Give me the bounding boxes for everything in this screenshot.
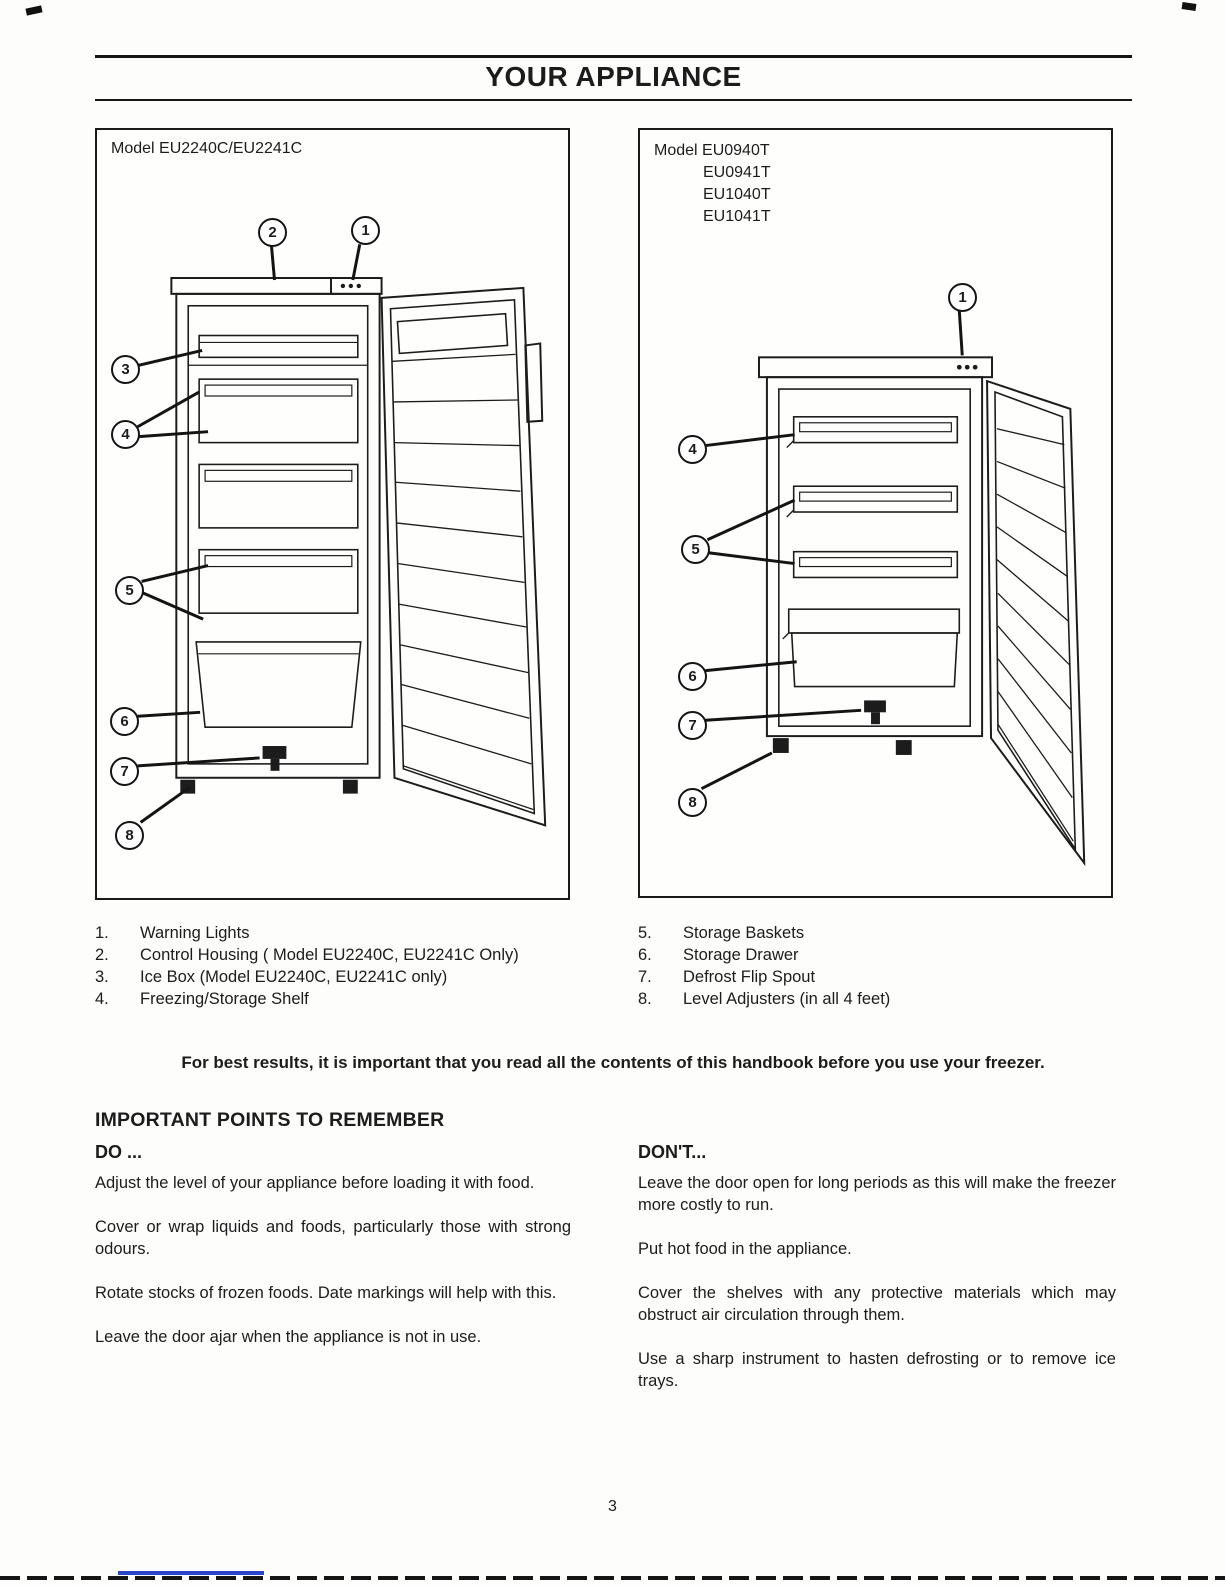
do-column bbox=[95, 1142, 571, 1370]
part-label: Freezing/Storage Shelf bbox=[140, 990, 309, 1008]
dont-item: Cover the shelves with any protective materials which may obstruct air circulation through them. bbox=[638, 1284, 1116, 1324]
callout-badge-6: 6 bbox=[678, 662, 707, 691]
callout-badge-3: 3 bbox=[111, 355, 140, 384]
model-line: Model EU0940T bbox=[654, 142, 770, 159]
part-item bbox=[638, 988, 1168, 1010]
do-item: Cover or wrap liquids and foods, particularly those with strong odours. bbox=[95, 1218, 571, 1258]
callout-badge-7: 7 bbox=[678, 711, 707, 740]
part-item bbox=[638, 944, 1168, 966]
part-number: 1. bbox=[95, 924, 109, 942]
scan-artifact bbox=[25, 5, 42, 15]
part-item bbox=[95, 944, 625, 966]
part-number: 5. bbox=[638, 924, 652, 942]
do-item: Leave the door ajar when the appliance is not in use. bbox=[95, 1328, 482, 1346]
callout-badge-1: 1 bbox=[351, 216, 380, 245]
callout-badge-5: 5 bbox=[681, 535, 710, 564]
part-label: Control Housing ( Model EU2240C, EU2241C Only) bbox=[140, 946, 519, 964]
callout-leader-lines bbox=[701, 311, 962, 789]
callout-badge-5: 5 bbox=[115, 576, 144, 605]
dont-item: Leave the door open for long periods as this will make the freezer more costly to run. bbox=[638, 1174, 1116, 1214]
do-item: Adjust the level of your appliance before loading it with food. bbox=[95, 1174, 535, 1192]
callout-badge-7: 7 bbox=[110, 757, 139, 786]
part-label: Defrost Flip Spout bbox=[683, 968, 816, 986]
part-number: 7. bbox=[638, 968, 652, 986]
model-line: EU0941T bbox=[703, 164, 771, 181]
door-drawing bbox=[987, 381, 1084, 863]
dont-item: Put hot food in the appliance. bbox=[638, 1240, 852, 1258]
part-number: 2. bbox=[95, 946, 109, 964]
callout-badge-2: 2 bbox=[258, 218, 287, 247]
part-item bbox=[638, 922, 1168, 944]
upright-freezer-diagram bbox=[97, 130, 568, 898]
best-results-notice: For best results, it is important that you read all the contents of this handbook before you use your freezer. bbox=[181, 1053, 1045, 1072]
title-rule-top bbox=[95, 55, 1132, 58]
figure-upright-freezer bbox=[95, 128, 570, 900]
part-label: Storage Baskets bbox=[683, 924, 805, 942]
part-item bbox=[95, 988, 625, 1010]
callout-leader-lines bbox=[138, 244, 360, 822]
callout-badge-8: 8 bbox=[115, 821, 144, 850]
part-label: Ice Box (Model EU2240C, EU2241C only) bbox=[140, 968, 448, 986]
part-label: Storage Drawer bbox=[683, 946, 799, 964]
title-rule-bottom bbox=[95, 99, 1132, 101]
model-line: EU1040T bbox=[703, 186, 771, 203]
cabinet-drawing bbox=[171, 278, 381, 794]
do-heading: DO ... bbox=[95, 1142, 143, 1162]
cabinet-drawing bbox=[759, 357, 992, 755]
parts-list-right bbox=[638, 922, 1168, 1010]
part-number: 4. bbox=[95, 990, 109, 1008]
door-drawing bbox=[382, 288, 546, 825]
part-item bbox=[95, 966, 625, 988]
dont-column bbox=[638, 1142, 1116, 1414]
dont-heading: DON'T... bbox=[638, 1142, 707, 1162]
part-label: Level Adjusters (in all 4 feet) bbox=[683, 990, 891, 1008]
model-line: EU1041T bbox=[703, 208, 771, 225]
part-item bbox=[638, 966, 1168, 988]
bottom-blue-mark bbox=[118, 1571, 264, 1575]
part-item bbox=[95, 922, 625, 944]
important-points-heading: IMPORTANT POINTS TO REMEMBER bbox=[95, 1109, 445, 1131]
callout-badge-6: 6 bbox=[110, 707, 139, 736]
part-label: Warning Lights bbox=[140, 924, 250, 942]
compact-freezer-diagram bbox=[640, 130, 1111, 896]
do-item: Rotate stocks of frozen foods. Date markings will help with this. bbox=[95, 1284, 557, 1302]
page-number: 3 bbox=[608, 1498, 617, 1515]
bottom-dashed-rule bbox=[0, 1576, 1225, 1580]
part-number: 6. bbox=[638, 946, 652, 964]
callout-badge-4: 4 bbox=[111, 420, 140, 449]
scan-artifact bbox=[1182, 2, 1197, 11]
page-title: YOUR APPLIANCE bbox=[485, 61, 742, 92]
part-number: 3. bbox=[95, 968, 109, 986]
part-number: 8. bbox=[638, 990, 652, 1008]
figure-right-model-labels bbox=[654, 140, 771, 228]
callout-badge-4: 4 bbox=[678, 435, 707, 464]
callout-badge-8: 8 bbox=[678, 788, 707, 817]
callout-badge-1: 1 bbox=[948, 283, 977, 312]
parts-list-left bbox=[95, 922, 625, 1010]
figure-compact-freezer bbox=[638, 128, 1113, 898]
dont-item: Use a sharp instrument to hasten defrosting or to remove ice trays. bbox=[638, 1350, 1116, 1390]
figure-left-model-label: Model EU2240C/EU2241C bbox=[111, 140, 303, 157]
